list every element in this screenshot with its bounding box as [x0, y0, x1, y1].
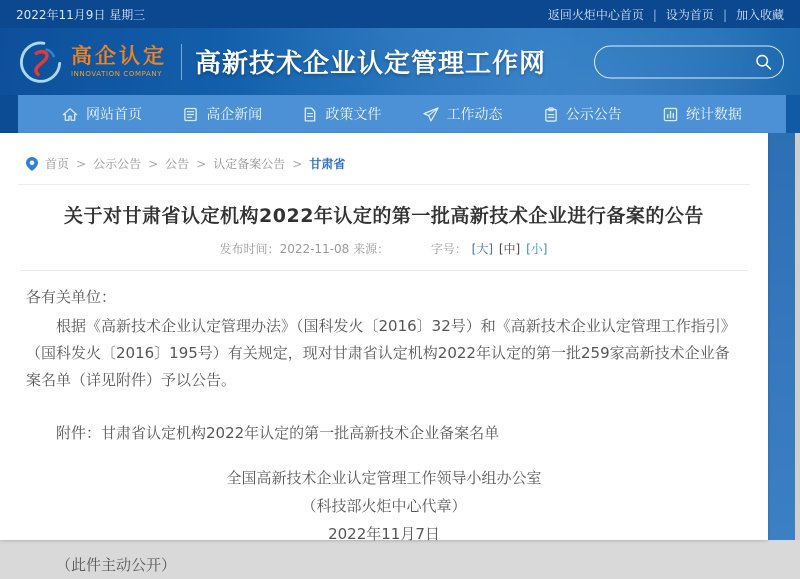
nav-item-statistics[interactable]: [663, 104, 742, 124]
search-icon: [755, 53, 772, 70]
breadcrumb: [18, 133, 750, 185]
content-card: [0, 133, 768, 575]
top-utility-bar: [0, 0, 800, 28]
page-background-strip: [768, 133, 795, 540]
logo-text-en: INNOVATION COMPANY: [71, 70, 163, 79]
breadcrumb-separator: >: [196, 156, 207, 171]
nav-item-worknews[interactable]: [423, 104, 503, 124]
search-box[interactable]: [594, 45, 784, 78]
nav-item-policy[interactable]: [303, 104, 381, 124]
breadcrumb-separator: >: [76, 156, 87, 171]
fontsize-small-button[interactable]: [小]: [526, 242, 548, 256]
breadcrumb-current-gansu: 甘肃省: [309, 157, 346, 171]
breadcrumb-separator: >: [148, 156, 159, 171]
news-icon: [183, 107, 198, 122]
home-icon: [62, 107, 78, 122]
clipboard-icon: [544, 107, 558, 122]
nav-item-announcements[interactable]: [544, 104, 622, 124]
scrollbar[interactable]: [795, 133, 800, 540]
site-title: 高新技术企业认定管理工作网: [195, 49, 547, 79]
article-meta: [20, 240, 748, 271]
site-banner: [0, 28, 800, 95]
bar-chart-icon: [663, 107, 678, 122]
signature-organization: 全国高新技术企业认定管理工作领导小组办公室: [226, 469, 542, 487]
logo-wordmark: [71, 45, 167, 78]
set-homepage-link[interactable]: 设为首页: [665, 7, 714, 22]
top-links: [548, 6, 784, 23]
paper-plane-icon: [423, 107, 439, 122]
signature-date: 2022年11月7日: [328, 524, 440, 543]
search-input[interactable]: [595, 54, 755, 69]
location-pin-icon: [26, 157, 38, 171]
main-nav: [18, 95, 786, 133]
breadcrumb-announcements[interactable]: 公示公告: [93, 157, 142, 171]
signature-block: [26, 465, 742, 548]
add-favorite-link[interactable]: 加入收藏: [735, 7, 784, 22]
breadcrumb-notice[interactable]: 公告: [165, 157, 190, 171]
source-label: 来源：: [353, 242, 390, 256]
fontsize-label: 字号：: [430, 242, 467, 256]
disclosure-footnote: （此件主动公开）: [56, 556, 177, 575]
back-to-torch-home-link[interactable]: 返回火炬中心首页: [547, 7, 644, 22]
main-paragraph: 根据《高新技术企业认定管理办法》（国科发火〔2016〕32号）和《高新技术企业认定管理工作指引》（国科发火〔2016〕195号）有关规定，现对甘肃省认定机构2022年认定的第一批259家高新技术企业备案名单（详见附件）予以公告。: [26, 317, 736, 389]
nav-item-news[interactable]: [183, 104, 262, 124]
nav-background: [0, 95, 800, 133]
article-title: 关于对甘肃省认定机构2022年认定的第一批高新技术企业进行备案的公告: [64, 205, 704, 227]
link-separator: |: [652, 7, 657, 22]
link-separator: |: [722, 7, 727, 22]
publish-time-label: 发布时间：: [219, 242, 280, 256]
salutation: 各有关单位：: [26, 288, 117, 306]
breadcrumb-record-notice[interactable]: 认定备案公告: [213, 157, 286, 171]
breadcrumb-home[interactable]: 首页: [45, 157, 70, 171]
page-body: [0, 133, 800, 575]
fontsize-large-button[interactable]: [大]: [471, 242, 494, 256]
article-body: [0, 271, 768, 579]
publish-date: 2022-11-08: [279, 242, 350, 256]
logo-divider: [181, 44, 182, 80]
policy-file-icon: [303, 107, 317, 122]
fontsize-medium-button[interactable]: [中]: [498, 242, 521, 256]
nav-label: 统计数据: [685, 107, 742, 123]
nav-item-home[interactable]: [62, 104, 142, 124]
signature-note: （科技部火炬中心代章）: [301, 496, 467, 515]
nav-label: 高企新闻: [206, 107, 263, 123]
current-date: 2022年11月9日 星期三: [16, 7, 146, 22]
nav-label: 网站首页: [86, 107, 142, 123]
nav-label: 工作动态: [446, 107, 503, 123]
nav-label: 政策文件: [325, 107, 382, 123]
logo-text-cn: 高企认定: [71, 43, 167, 68]
nav-label: 公示公告: [565, 107, 622, 123]
attachment-line: 附件：甘肃省认定机构2022年认定的第一批高新技术企业备案名单: [56, 424, 500, 442]
breadcrumb-separator: >: [292, 156, 303, 171]
search-button[interactable]: [755, 53, 783, 70]
site-logo-icon: [18, 39, 64, 85]
